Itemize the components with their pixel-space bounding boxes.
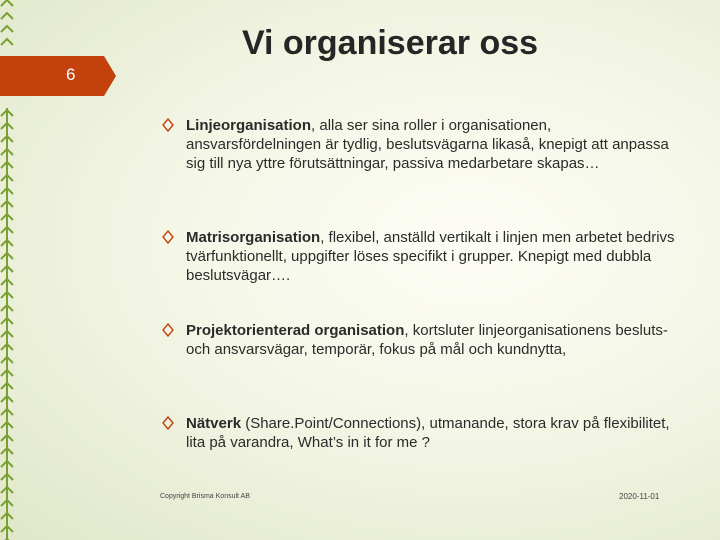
footer-copyright: Copyright Brisma Konsult AB	[160, 493, 250, 500]
bullet-text: (Share.Point/Connections), utmanande, stora krav på flexibilitet, lita på varandra, What’s in it for me ?	[186, 415, 670, 451]
bullet-item-matrisorganisation	[160, 228, 680, 285]
bullet-item-projektorienterad	[160, 321, 680, 359]
slide-number-tab	[0, 56, 104, 96]
diamond-bullet-icon	[162, 416, 174, 430]
bullet-text: , kortsluter linjeorganisationens besluts- och ansvarsvägar, temporär, fokus på mål och kundnytta,	[186, 322, 668, 358]
bullet-text: , alla ser sina roller i organisationen, ansvarsfördelningen är tydlig, beslutsvägarna likaså, knepigt att anpassa sig till nya yttre förutsättningar, passiva medarbetare skapas…	[186, 117, 669, 172]
bullet-item-linjeorganisation	[160, 116, 680, 173]
chevron-up-icon	[1, 0, 13, 6]
diamond-bullet-icon	[162, 118, 174, 132]
bullet-term: Matrisorganisation	[186, 229, 321, 246]
chevron-up-icon	[1, 13, 13, 19]
slide-title: Vi organiserar oss	[241, 24, 539, 62]
bullet-term: Nätverk	[186, 415, 242, 432]
chevron-up-icon	[1, 26, 13, 32]
footer-date: 2020-11-01	[619, 492, 660, 501]
slide-number: 6	[66, 65, 76, 84]
bullet-term: Projektorienterad organisation	[186, 322, 405, 339]
bullet-term: Linjeorganisation	[186, 117, 312, 134]
chevron-up-icon	[1, 39, 13, 45]
bullet-item-natverk	[160, 414, 680, 452]
diamond-bullet-icon	[162, 323, 174, 337]
diamond-bullet-icon	[162, 230, 174, 244]
bullet-text: , flexibel, anställd vertikalt i linjen men arbetet bedrivs tvärfunktionellt, uppgifter löses specifikt i grupper. Knepigt med dubbla beslutsvägar….	[186, 229, 675, 284]
